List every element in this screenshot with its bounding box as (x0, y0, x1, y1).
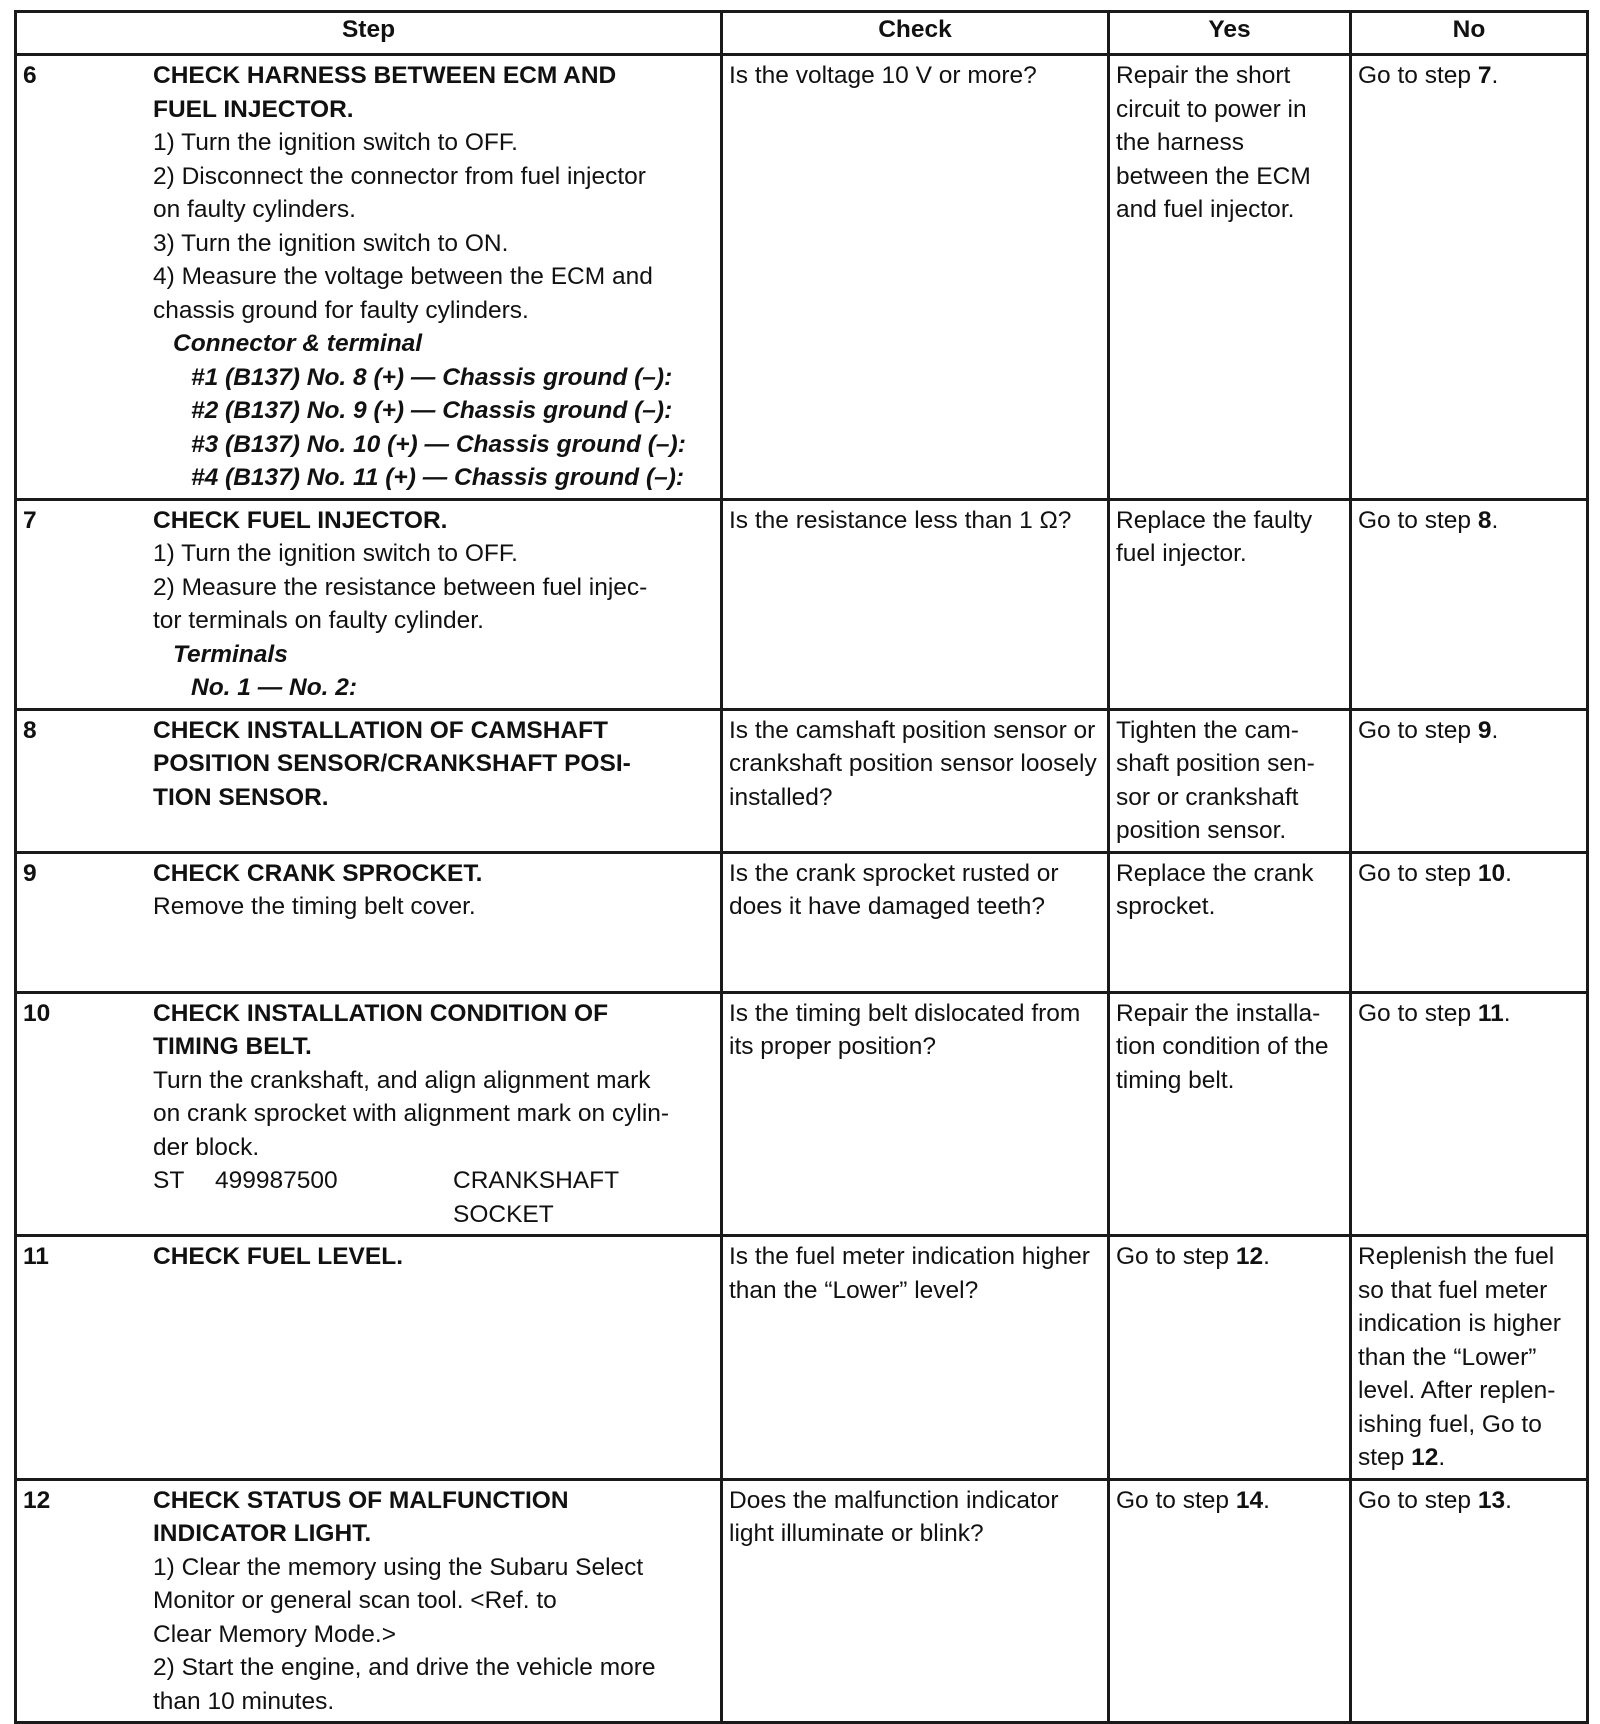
special-tool-label: ST (153, 1167, 185, 1194)
spec-line: No. 1 — No. 2: (191, 674, 358, 701)
special-tool-name (453, 1164, 714, 1231)
step-instruction-line: chassis ground for faulty cylinders. (153, 296, 529, 324)
special-tool-part-number: 499987500 (215, 1167, 338, 1194)
no-text-line: so that fuel meter (1358, 1276, 1548, 1304)
step-content (153, 59, 714, 495)
yes-suffix: . (1263, 1486, 1270, 1514)
step-title-line: INDICATOR LIGHT. (153, 1520, 372, 1547)
no-text-line: ishing fuel, Go to (1358, 1410, 1542, 1438)
step-content (153, 504, 714, 705)
yes-step-link: 12 (1235, 1243, 1264, 1270)
yes-text: Go to step (1116, 1243, 1236, 1270)
no-text: Go to step (1358, 506, 1478, 534)
no-cell (1351, 55, 1588, 500)
yes-step-link: 14 (1235, 1486, 1264, 1514)
no-suffix: . (1503, 999, 1511, 1027)
no-cell (1351, 499, 1588, 709)
check-cell: Is the camshaft position sensor or crankshaft position sensor loosely installed? (722, 709, 1109, 852)
no-step-link: 8 (1477, 506, 1492, 534)
step-instruction-line: Turn the crankshaft, and align alignment mark (153, 1066, 651, 1094)
step-cell (16, 1479, 722, 1723)
yes-cell: Replace the crank sprocket. (1109, 852, 1351, 992)
no-text-line: level. After replen- (1358, 1377, 1556, 1404)
step-instruction-line: Clear Memory Mode.> (153, 1620, 397, 1648)
step-cell (16, 992, 722, 1236)
header-no: No (1351, 12, 1588, 55)
no-step-link: 12 (1411, 1444, 1439, 1471)
yes-cell: Replace the faulty fuel injector. (1109, 499, 1351, 709)
check-cell: Is the timing belt dislocated from its proper position? (722, 992, 1109, 1236)
yes-suffix: . (1263, 1243, 1270, 1270)
spec-line: #2 (B137) No. 9 (+) — Chassis ground (–): (191, 397, 673, 424)
step-title-line: CHECK STATUS OF MALFUNCTION (153, 1486, 569, 1514)
step-title-line: CHECK FUEL LEVEL. (153, 1243, 404, 1270)
header-yes: Yes (1109, 12, 1351, 55)
no-cell (1351, 709, 1588, 852)
spec-heading: Terminals (173, 640, 288, 668)
spec-line: #1 (B137) No. 8 (+) — Chassis ground (–): (191, 363, 673, 391)
step-instruction-line: on crank sprocket with alignment mark on cylin- (153, 1100, 670, 1127)
no-suffix: . (1505, 1486, 1512, 1514)
step-instruction-line: Monitor or general scan tool. <Ref. to (153, 1587, 557, 1614)
table-row-step-8 (16, 709, 1588, 852)
step-instruction-line: tor terminals on faulty cylinder. (153, 607, 484, 634)
step-number: 9 (23, 859, 37, 887)
step-instruction-line: 1) Turn the ignition switch to OFF. (153, 540, 518, 567)
step-title-line: CHECK INSTALLATION CONDITION OF (153, 999, 609, 1027)
step-number: 7 (23, 506, 37, 534)
step-instruction-line: 3) Turn the ignition switch to ON. (153, 229, 509, 257)
no-suffix: . (1491, 62, 1499, 89)
no-cell (1351, 1236, 1588, 1480)
header-row (16, 12, 1588, 55)
step-instruction-line: der block. (153, 1133, 260, 1161)
step-cell (16, 709, 722, 852)
step-instruction-line: on faulty cylinders. (153, 196, 356, 223)
step-instruction-line: 4) Measure the voltage between the ECM and (153, 263, 653, 290)
step-instruction-line: 2) Start the engine, and drive the vehicle more (153, 1654, 656, 1681)
step-content (153, 997, 714, 1232)
step-instruction-line: Remove the timing belt cover. (153, 893, 476, 920)
diagnostic-table (14, 10, 1589, 1724)
no-step-link: 10 (1477, 859, 1506, 887)
special-tool-name-line: SOCKET (453, 1200, 554, 1228)
no-cell (1351, 1479, 1588, 1723)
step-content (153, 1484, 714, 1719)
step-cell (16, 1236, 722, 1480)
special-tool-line (153, 1164, 714, 1231)
step-title-line: CHECK INSTALLATION OF CAMSHAFT (153, 716, 609, 744)
step-content (153, 857, 714, 924)
yes-cell (1109, 1479, 1351, 1723)
spec-line: #4 (B137) No. 11 (+) — Chassis ground (–): (191, 464, 685, 491)
spec-line: #3 (B137) No. 10 (+) — Chassis ground (–): (191, 430, 686, 458)
step-title-line: CHECK FUEL INJECTOR. (153, 506, 448, 534)
check-cell: Is the resistance less than 1 Ω? (722, 499, 1109, 709)
no-suffix: . (1505, 859, 1512, 887)
no-text: Go to step (1358, 999, 1478, 1027)
header-step: Step (16, 12, 722, 55)
step-number: 12 (23, 1486, 51, 1514)
no-text: Go to step (1358, 62, 1478, 89)
step-title-line: TIMING BELT. (153, 1033, 312, 1060)
check-cell: Is the crank sprocket rusted or does it have damaged teeth? (722, 852, 1109, 992)
no-suffix: . (1491, 506, 1499, 534)
yes-cell: Repair the short circuit to power in the harness between the ECM and fuel injector. (1109, 55, 1351, 500)
step-number: 8 (23, 716, 37, 744)
step-cell (16, 55, 722, 500)
header-check: Check (722, 12, 1109, 55)
no-step-link: 9 (1477, 716, 1492, 744)
table-row-step-7 (16, 499, 1588, 709)
no-suffix: . (1438, 1444, 1446, 1471)
step-instruction-line: 2) Measure the resistance between fuel injec- (153, 573, 648, 601)
yes-cell (1109, 1236, 1351, 1480)
table-row-step-9 (16, 852, 1588, 992)
no-cell (1351, 992, 1588, 1236)
no-step-link: 11 (1477, 999, 1504, 1027)
step-title-line: FUEL INJECTOR. (153, 95, 354, 123)
step-cell (16, 852, 722, 992)
no-text-line: Replenish the fuel (1358, 1243, 1555, 1270)
step-cell (16, 499, 722, 709)
no-text-line: indication is higher (1358, 1310, 1561, 1337)
step-instruction-line: than 10 minutes. (153, 1687, 335, 1715)
no-text: step (1358, 1444, 1412, 1471)
step-title-line: POSITION SENSOR/CRANKSHAFT POSI- (153, 750, 631, 777)
no-text: Go to step (1358, 1486, 1478, 1514)
step-instruction-line: 1) Turn the ignition switch to OFF. (153, 129, 518, 156)
step-instruction-line: 2) Disconnect the connector from fuel injector (153, 162, 646, 190)
no-suffix: . (1491, 716, 1499, 744)
yes-cell: Tighten the cam-shaft position sen-sor or crankshaft position sensor. (1109, 709, 1351, 852)
no-text: Go to step (1358, 716, 1478, 744)
table-row-step-6 (16, 55, 1588, 500)
no-text-line: than the “Lower” (1358, 1343, 1537, 1371)
no-cell (1351, 852, 1588, 992)
no-step-link: 7 (1477, 62, 1492, 89)
step-title-line: CHECK HARNESS BETWEEN ECM AND (153, 62, 617, 89)
step-content (153, 714, 714, 815)
step-content (153, 1240, 714, 1274)
check-cell: Does the malfunction indicator light illuminate or blink? (722, 1479, 1109, 1723)
no-step-link: 13 (1477, 1486, 1506, 1514)
yes-cell: Repair the installa-tion condition of the timing belt. (1109, 992, 1351, 1236)
step-number: 11 (23, 1243, 49, 1270)
check-cell: Is the voltage 10 V or more? (722, 55, 1109, 500)
step-instruction-line: 1) Clear the memory using the Subaru Select (153, 1553, 644, 1581)
table-row-step-10 (16, 992, 1588, 1236)
check-cell: Is the fuel meter indication higher than the “Lower” level? (722, 1236, 1109, 1480)
table-row-step-12 (16, 1479, 1588, 1723)
step-title-line: TION SENSOR. (153, 783, 329, 811)
yes-text: Go to step (1116, 1486, 1236, 1514)
no-text: Go to step (1358, 859, 1478, 887)
table-row-step-11 (16, 1236, 1588, 1480)
step-number: 6 (23, 62, 37, 89)
spec-heading: Connector & terminal (173, 330, 423, 357)
step-number: 10 (23, 999, 51, 1027)
special-tool-name-line: CRANKSHAFT (453, 1167, 620, 1194)
diagnostic-procedure-sheet (14, 10, 1586, 1715)
step-title-line: CHECK CRANK SPROCKET. (153, 859, 483, 887)
no-text-line (1358, 1441, 1580, 1475)
